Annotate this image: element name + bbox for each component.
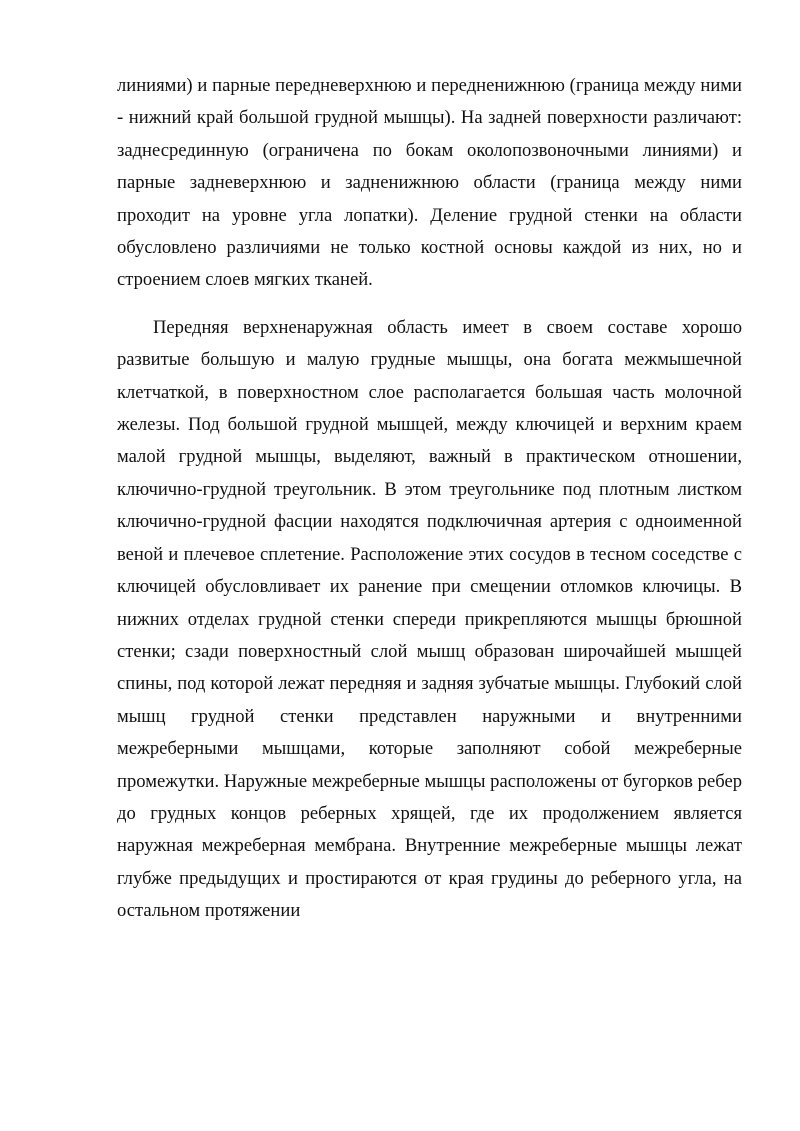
paragraph-continuation: линиями) и парные передневерхнюю и передненижнюю (граница между ними - нижний край большой грудной мышцы). На задней поверхности различают: заднесрединную (ограничена по бокам околопозвоночными линиями) и парные задневерхнюю и задненижнюю области (граница между ними проходит на уровне угла лопатки). Деление грудной стенки на области обусловлено различиями не только костной основы каждой из них, но и строением слоев мягких тканей. [117, 75, 742, 291]
paragraph-anterior-region: Передняя верхненаружная область имеет в своем составе хорошо развитые большую и малую грудные мышцы, она богата межмышечной клетчаткой, в поверхностном слое располагается большая часть молочной железы. Под большой грудной мышцей, между ключицей и верхним краем малой грудной мышцы, выделяют, важный в практическом отношении, ключично-грудной треугольник. В этом треугольнике под плотным листком ключично-грудной фасции находятся подключичная артерия с одноименной веной и плечевое сплетение. Расположение этих сосудов в тесном соседстве с ключицей обусловливает их ранение при смещении отломков ключицы. В нижних отделах грудной стенки спереди прикрепляются мышцы брюшной стенки; сзади поверхностный слой мышц образован широчайшей мышцей спины, под которой лежат передняя и задняя зубчатые мышцы. Глубокий слой мышц грудной стенки представлен наружными и внутренними межреберными мышцами, которые заполняют собой межреберные промежутки. Наружные межреберные мышцы расположены от бугорков ребер до грудных концов реберных хрящей, где их продолжением является наружная межреберная мембрана. Внутренние межреберные мышцы лежат глубже предыдущих и простираются от края грудины до реберного угла, на остальном протяжении [117, 316, 742, 922]
body-text [117, 70, 742, 928]
